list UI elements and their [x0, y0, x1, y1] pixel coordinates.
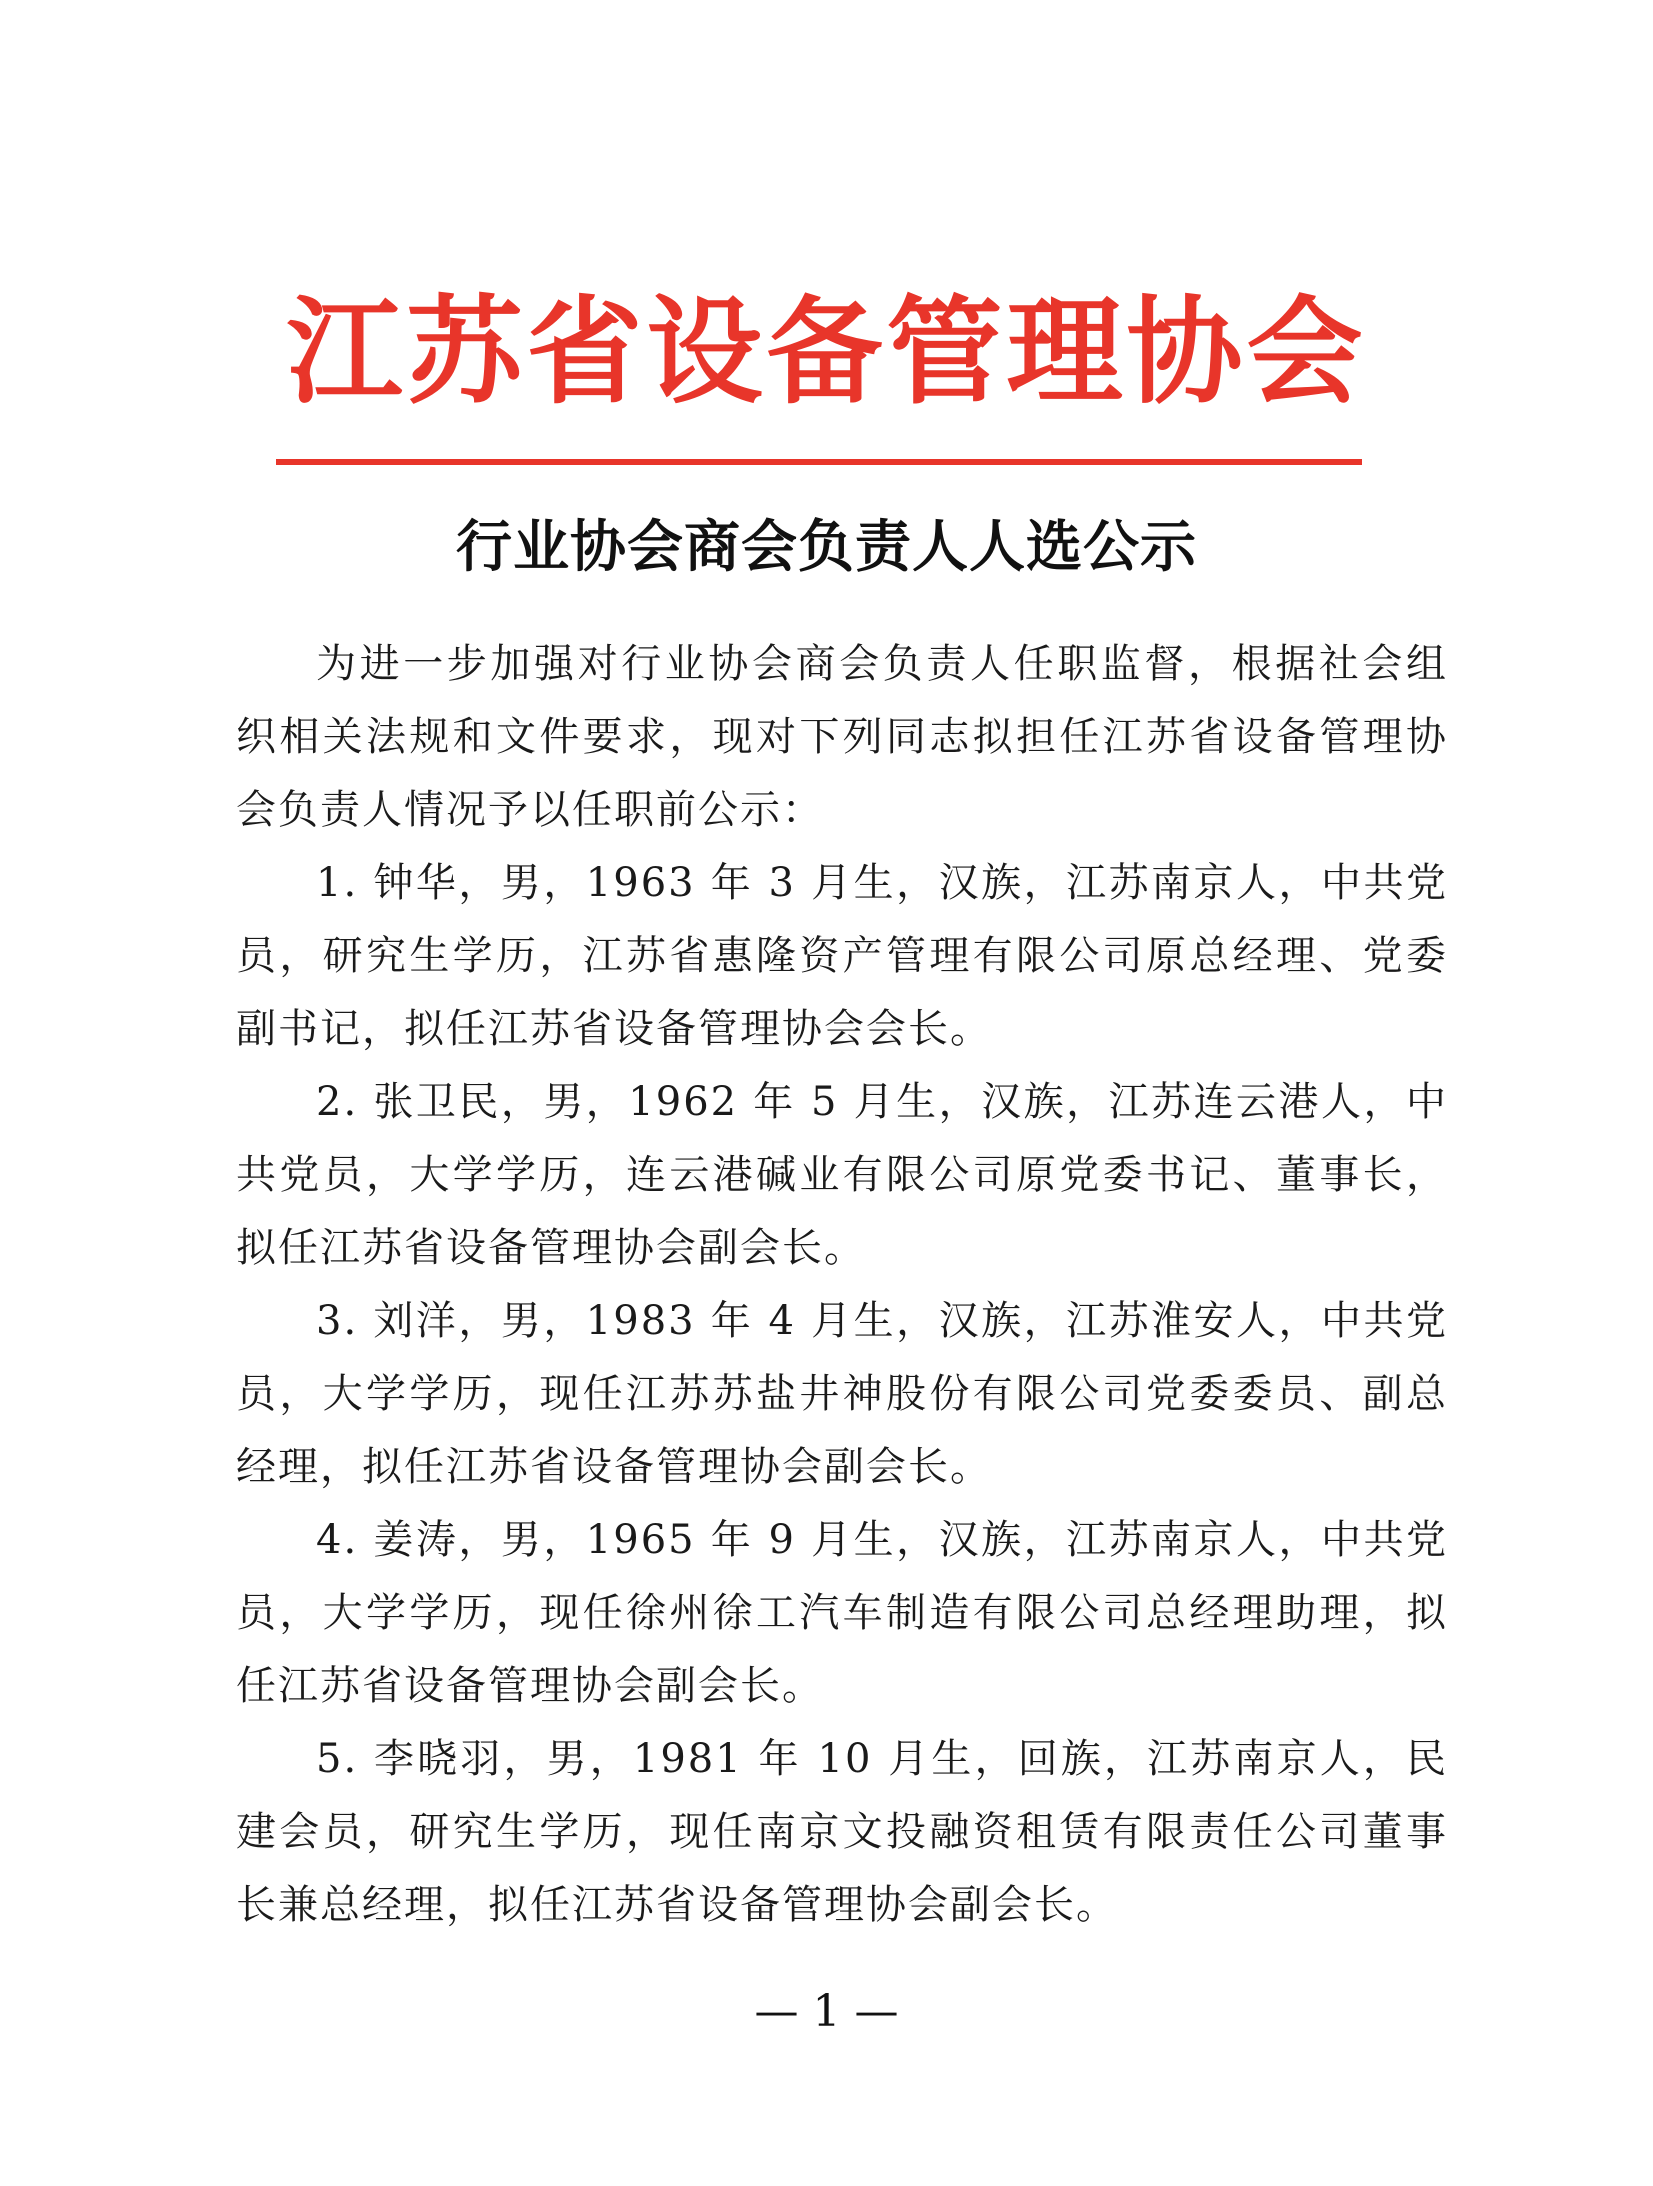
- masthead-red-rule: [276, 459, 1362, 465]
- candidate-5-paragraph: 5. 李晓羽，男，1981 年 10 月生，回族，江苏南京人，民建会员，研究生学历，现任南京文投融资租赁有限责任公司董事长兼总经理，拟任江苏省设备管理协会副会长。: [236, 1736, 1448, 1928]
- intro-paragraph: 为进一步加强对行业协会商会负责人任职监督，根据社会组织相关法规和文件要求，现对下列同志拟担任江苏省设备管理协会负责人情况予以任职前公示：: [236, 641, 1448, 833]
- candidate-4-paragraph: 4. 姜涛，男，1965 年 9 月生，汉族，江苏南京人，中共党员，大学学历，现任徐州徐工汽车制造有限公司总经理助理，拟任江苏省设备管理协会副会长。: [236, 1517, 1448, 1709]
- candidate-3-paragraph: 3. 刘洋，男，1983 年 4 月生，汉族，江苏淮安人，中共党员，大学学历，现任江苏苏盐井神股份有限公司党委委员、副总经理，拟任江苏省设备管理协会副会长。: [236, 1298, 1448, 1490]
- document-title: 行业协会商会负责人人选公示: [456, 515, 1197, 580]
- document-body: [236, 628, 1448, 1942]
- masthead-org-name: 江苏省设备管理协会: [286, 284, 1367, 420]
- page-number: — 1 —: [754, 1986, 899, 2037]
- candidate-1-paragraph: 1. 钟华，男，1963 年 3 月生，汉族，江苏南京人，中共党员，研究生学历，江苏省惠隆资产管理有限公司原总经理、党委副书记，拟任江苏省设备管理协会会长。: [236, 860, 1448, 1052]
- candidate-2-paragraph: 2. 张卫民，男，1962 年 5 月生，汉族，江苏连云港人，中共党员，大学学历，连云港碱业有限公司原党委书记、董事长，拟任江苏省设备管理协会副会长。: [236, 1079, 1448, 1271]
